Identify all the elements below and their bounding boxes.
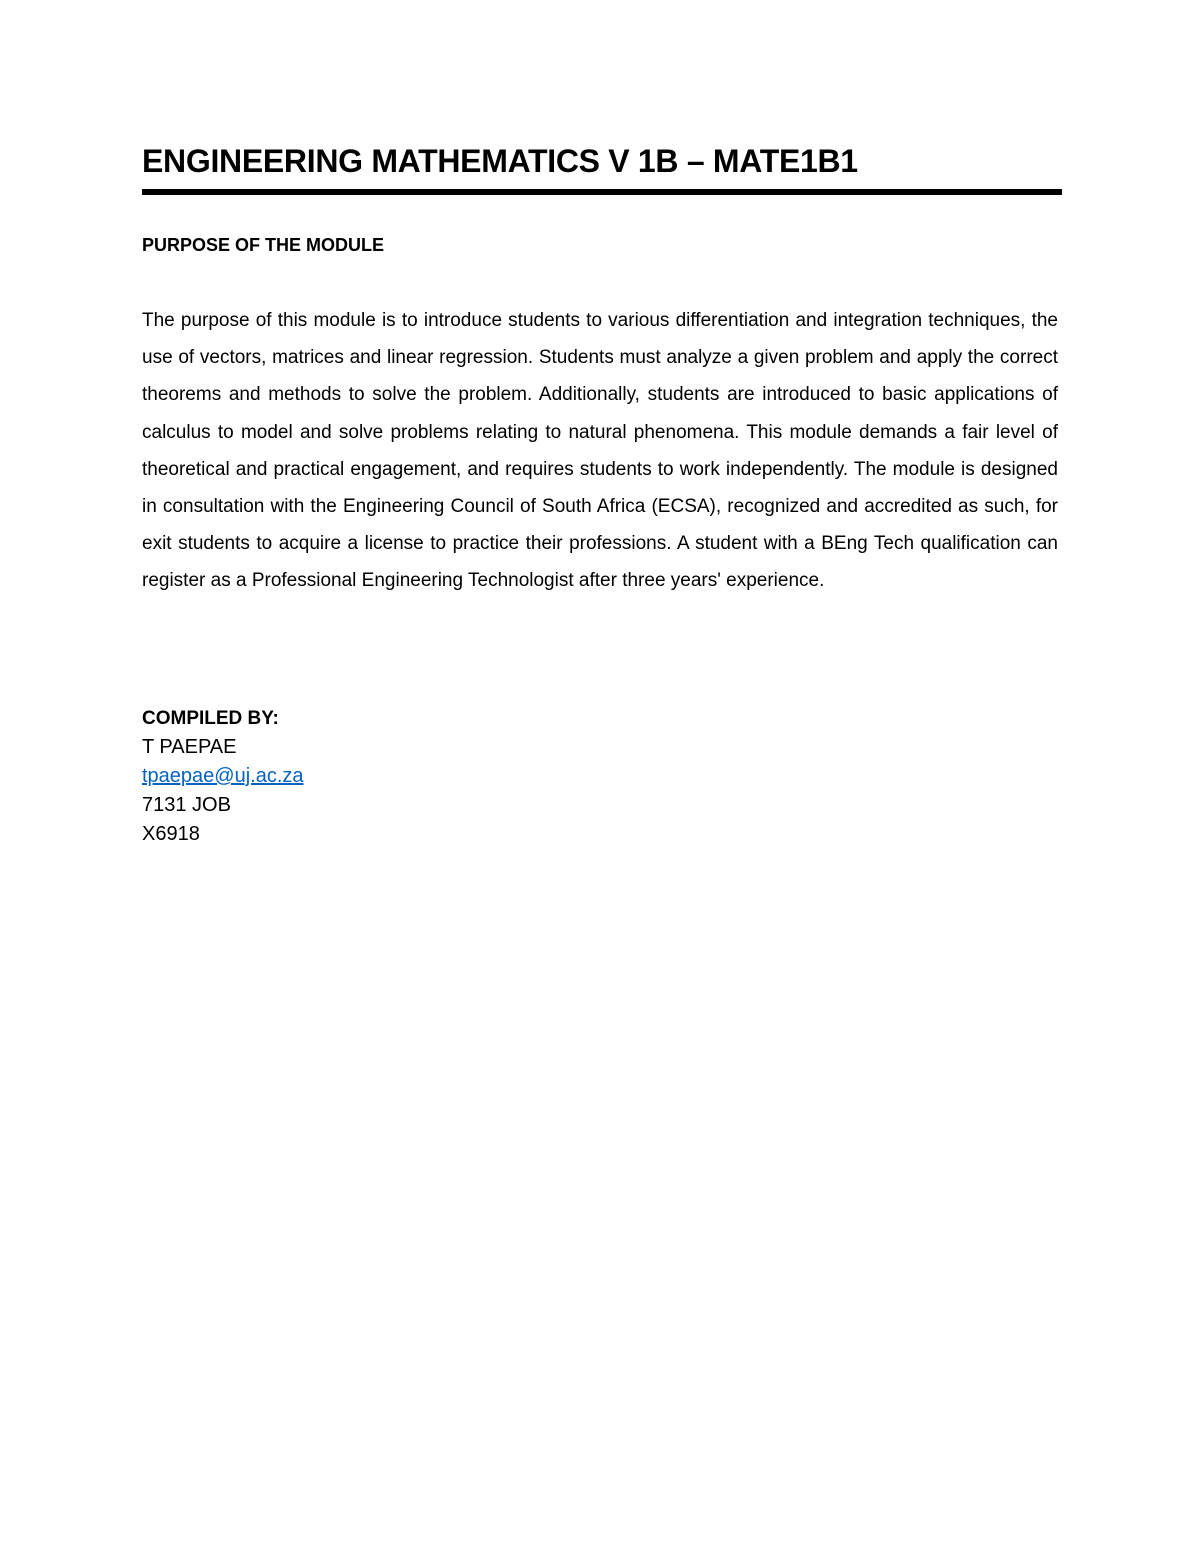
compiler-name: T PAEPAE [142, 736, 237, 758]
purpose-heading: PURPOSE OF THE MODULE [142, 235, 385, 255]
compiler-email-link[interactable]: tpaepae@uj.ac.za [142, 765, 304, 787]
compiler-office: 7131 JOB [142, 794, 231, 816]
compiled-by-heading: COMPILED BY: [142, 708, 279, 729]
compiler-extension: X6918 [142, 823, 200, 845]
purpose-paragraph: The purpose of this module is to introduce students to various differentiation and integration techniques, the use of vectors, matrices and linear regression. Students must analyze a given problem and apply the correct theorems and methods to solve the problem. Additionally, students are introduced to basic applications of calculus to model and solve problems relating to natural phenomena. This module demands a fair level of theoretical and practical engagement, and requires students to work independently. The module is designed in consultation with the Engineering Council of South Africa (ECSA), recognized and accredited as such, for exit students to acquire a license to practice their professions. A student with a BEng Tech qualification can register as a Professional Engineering Technologist after three years' experience. [142, 310, 1058, 592]
document-title: ENGINEERING MATHEMATICS V 1B – MATE1B1 [142, 143, 858, 179]
title-underline-rule [142, 189, 1062, 195]
compiled-by-section [142, 704, 742, 849]
